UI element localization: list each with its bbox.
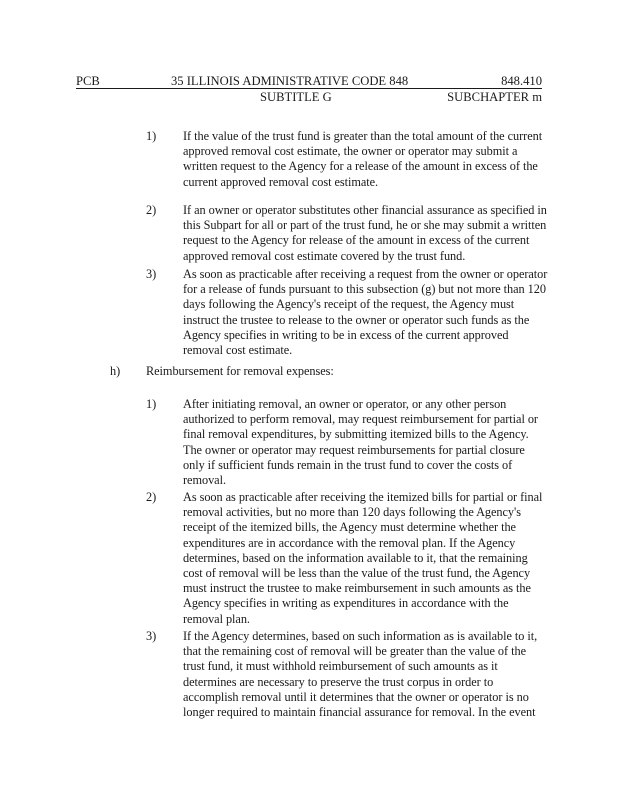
paragraph-letter: h): [110, 364, 121, 378]
text-line: cost of removal will be less than the value of the trust fund, the Agency: [183, 566, 531, 581]
text-line: trust fund, it must withhold reimbursement of such amounts as it: [183, 659, 498, 674]
paragraph-text: [183, 490, 542, 627]
paragraph-heading: [146, 364, 334, 379]
paragraph-text: [183, 203, 547, 264]
text-line: As soon as practicable after receiving a request from the owner or operator: [183, 267, 548, 281]
text-line: removal activities, but no more than 120 days following the Agency's: [183, 505, 521, 520]
text-line: As soon as practicable after receiving the itemized bills for partial or final: [183, 490, 543, 504]
header-code-title: 35 ILLINOIS ADMINISTRATIVE CODE 848: [171, 74, 409, 88]
paragraph-number: 2): [146, 203, 157, 217]
text-line: final removal expenditures, by submitting itemized bills to the Agency.: [183, 427, 529, 442]
paragraph-number: 1): [146, 397, 157, 411]
text-line: request to the Agency for release of the amount in excess of the current: [183, 233, 530, 248]
text-line: Agency specifies in writing to be in excess of the current approved: [183, 327, 509, 342]
text-line: authorized to perform removal, may request reimbursement for partial or: [183, 412, 538, 427]
paragraph-number: 3): [146, 629, 157, 643]
text-line: Agency specifies in writing as expenditures in accordance with the: [183, 596, 509, 611]
paragraph-number: 1): [146, 129, 157, 143]
text-line: Reimbursement for removal expenses:: [146, 364, 334, 378]
text-line: accomplish removal until it determines that the owner or operator is no: [183, 689, 529, 704]
text-line: written request to the Agency for a release of the amount in excess of the: [183, 159, 538, 174]
text-line: longer required to maintain financial assurance for removal. In the event: [183, 705, 536, 720]
paragraph-text: [183, 129, 542, 190]
text-line: that the remaining cost of removal will be greater than the value of the: [183, 644, 526, 659]
header-rule: [76, 88, 542, 89]
paragraph-text: [183, 629, 537, 720]
paragraph-number: 3): [146, 267, 157, 281]
header-agency: PCB: [76, 74, 100, 88]
paragraph-number: 2): [146, 490, 157, 504]
text-line: If the Agency determines, based on such information as is available to it,: [183, 629, 538, 643]
text-line: expenditures are in accordance with the removal plan. If the Agency: [183, 535, 516, 550]
text-line: receipt of the itemized bills, the Agency must determine whether the: [183, 520, 516, 535]
paragraph-text: [183, 397, 538, 488]
text-line: approved removal cost estimate covered by the trust fund.: [183, 248, 466, 263]
text-line: determines, based on the information available to it, that the remaining: [183, 550, 528, 565]
text-line: removal cost estimate.: [183, 343, 293, 358]
text-line: current approved removal cost estimate.: [183, 174, 379, 189]
header-section-number: 848.410: [501, 74, 542, 88]
header-subchapter: SUBCHAPTER m: [447, 90, 542, 104]
text-line: The owner or operator may request reimbursements for partial closure: [183, 442, 525, 457]
text-line: removal.: [183, 473, 226, 488]
text-line: determines are necessary to preserve the trust corpus in order to: [183, 674, 494, 689]
text-line: removal plan.: [183, 611, 250, 626]
text-line: After initiating removal, an owner or operator, or any other person: [183, 397, 507, 411]
text-line: this Subpart for all or part of the trust fund, he or she may submit a written: [183, 218, 547, 233]
text-line: If the value of the trust fund is greater than the total amount of the current: [183, 129, 543, 143]
header-subtitle: SUBTITLE G: [260, 90, 332, 104]
paragraph-text: [183, 267, 547, 358]
text-line: If an owner or operator substitutes other financial assurance as specified in: [183, 203, 547, 217]
text-line: approved removal cost estimate, the owner or operator may submit a: [183, 144, 518, 159]
text-line: must instruct the trustee to make reimbursement in such amounts as the: [183, 581, 531, 596]
text-line: days following the Agency's receipt of the request, the Agency must: [183, 297, 515, 312]
text-line: for a release of funds pursuant to this subsection (g) but not more than 120: [183, 282, 546, 297]
text-line: only if sufficient funds remain in the trust fund to cover the costs of: [183, 457, 513, 472]
text-line: instruct the trustee to release to the owner or operator such funds as the: [183, 312, 530, 327]
